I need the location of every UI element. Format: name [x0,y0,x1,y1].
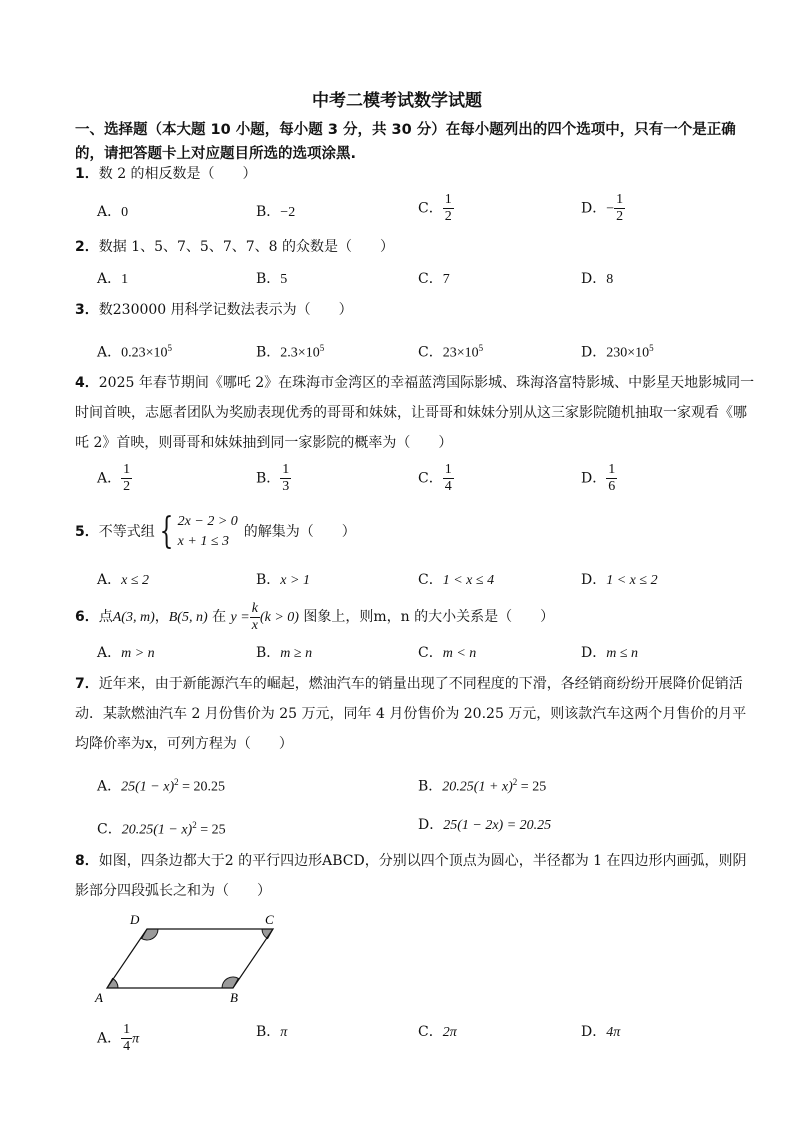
parallelogram-abcd [107,929,273,988]
question-number: 4． [75,375,99,391]
q2-option-d: D．8 [581,271,614,287]
q8-option-c: C．2π [418,1024,457,1040]
question-4 [75,368,760,458]
question-text: 数230000 用科学记数法表示为（ ） [98,302,353,318]
left-brace: { [159,511,174,552]
q7-option-d: D．25(1 − 2x) = 20.25 [418,817,552,833]
q4-option-d: D． $\frac{1}{6}$ [581,462,616,494]
question-2 [75,232,760,262]
vertex-label-d: D [130,912,140,927]
q4-option-b: B． $\frac{1}{3}$ [256,462,290,494]
q3-option-a: A．$0.23\times 10^5$ [97,343,173,361]
question-number: 2． [75,239,99,255]
question-text: 近年来，由于新能源汽车的崛起，燃油汽车的销量出现了不同程度的下滑，各经销商纷纷开展降价促销活动．某款燃油汽车 2 月份售价为 25 万元，同年 4 月份售价为 20.25 万元，则该款汽车这两个月售价的月平均降价率为x，可列方程为（ ） [75,676,747,752]
q1-option-c: C． $\frac{1}{2}$ [418,192,452,224]
q1-option-d: D．− $\frac{1}{2}$ [581,192,624,224]
q4-option-a: A． $\frac{1}{2}$ [97,462,131,494]
q7-option-b: B．$20.25(1 + x)^2 = 25$ [418,777,547,795]
q3-option-c: C．$23\times 10^5$ [418,343,484,361]
q5-option-c: C．1 < x ≤ 4 [418,572,495,588]
vertex-label-a: A [95,990,103,1005]
q6-option-c: C．m < n [418,645,477,661]
q1-option-a: A．0 [97,204,129,220]
q6-option-b: B．m ≥ n [256,645,313,661]
vertex-label-b: B [230,990,238,1005]
q7-option-c: C．$20.25(1 - x)^2 = 25$ [97,820,226,838]
q1-option-b: B．−2 [256,204,296,220]
question-5: 5．不等式组 { 2x − 2 > 0 x + 1 ≤ 3 的解集为（ ） [75,511,356,552]
inequality-system: 2x − 2 > 0 x + 1 ≤ 3 [177,514,238,549]
question-7 [75,669,760,759]
question-3 [75,295,760,325]
question-text: 数据 1、5、7、5、7、7、8 的众数是（ ） [98,239,394,255]
question-number: 6． [75,609,99,625]
q2-option-b: B．5 [256,271,288,287]
q6-option-a: A．m > n [97,645,155,661]
q2-option-a: A．1 [97,271,129,287]
question-number: 1． [75,166,99,182]
q2-option-c: C．7 [418,271,450,287]
question-text: 如图，四条边都大于2 的平行四边形ABCD，分别以四个顶点为圆心，半径都为 1 在四边形内画弧，则阴影部分四段弧长之和为（ ） [75,853,747,899]
q5-option-d: D．1 < x ≤ 2 [581,572,658,588]
vertex-label-c: C [265,912,274,927]
q4-option-c: C． $\frac{1}{4}$ [418,462,452,494]
question-text: 数 2 的相反数是（ ） [98,166,257,182]
q3-option-d: D．$230\times 10^5$ [581,343,654,361]
page-title: 中考二模考试数学试题 [312,91,482,111]
q5-option-b: B．x > 1 [256,572,310,588]
question-1 [75,159,760,189]
q8-option-b: B．π [256,1024,288,1040]
question-text: 2025 年春节期间《哪吒 2》在珠海市金湾区的幸福蓝湾国际影城、珠海洛富特影城、中影星天地影城同一时间首映，志愿者团队为奖励表现优秀的哥哥和妹妹，让哥哥和妹妹分别从这三家影院随机抽取一家观看《哪吒 2》首映，则哥哥和妹妹抽到同一家影院的概率为（ ） [75,375,755,451]
question-number: 5． [75,524,99,540]
question-6: 6．点A(3, m)，B(5, n) 在 y = $\frac{k}{x}$ (k > 0) 图象上，则m，n 的大小关系是（ ） [75,600,555,633]
question-number: 3． [75,302,99,318]
arc-sector-d [142,929,158,940]
question-8 [75,846,760,906]
question-number: 8． [75,853,99,869]
q8-option-d: D．4π [581,1024,621,1040]
q6-option-d: D．m ≤ n [581,645,639,661]
section-heading: 一、选择题（本大题 10 小题，每小题 3 分，共 30 分）在每小题列出的四个选项中，只有一个是正确的，请把答题卡上对应题目所选的选项涂黑. [75,122,736,162]
parallelogram-figure [90,910,290,1010]
q3-option-b: B．$2.3\times 10^5$ [256,343,325,361]
arc-sector-b [222,977,238,988]
q8-option-a: A． $\frac{1}{4}$ π [97,1022,140,1054]
q5-option-a: A．x ≤ 2 [97,572,150,588]
question-number: 7． [75,676,99,692]
q7-option-a: A．$25(1 - x)^2 = 20.25$ [97,777,226,795]
